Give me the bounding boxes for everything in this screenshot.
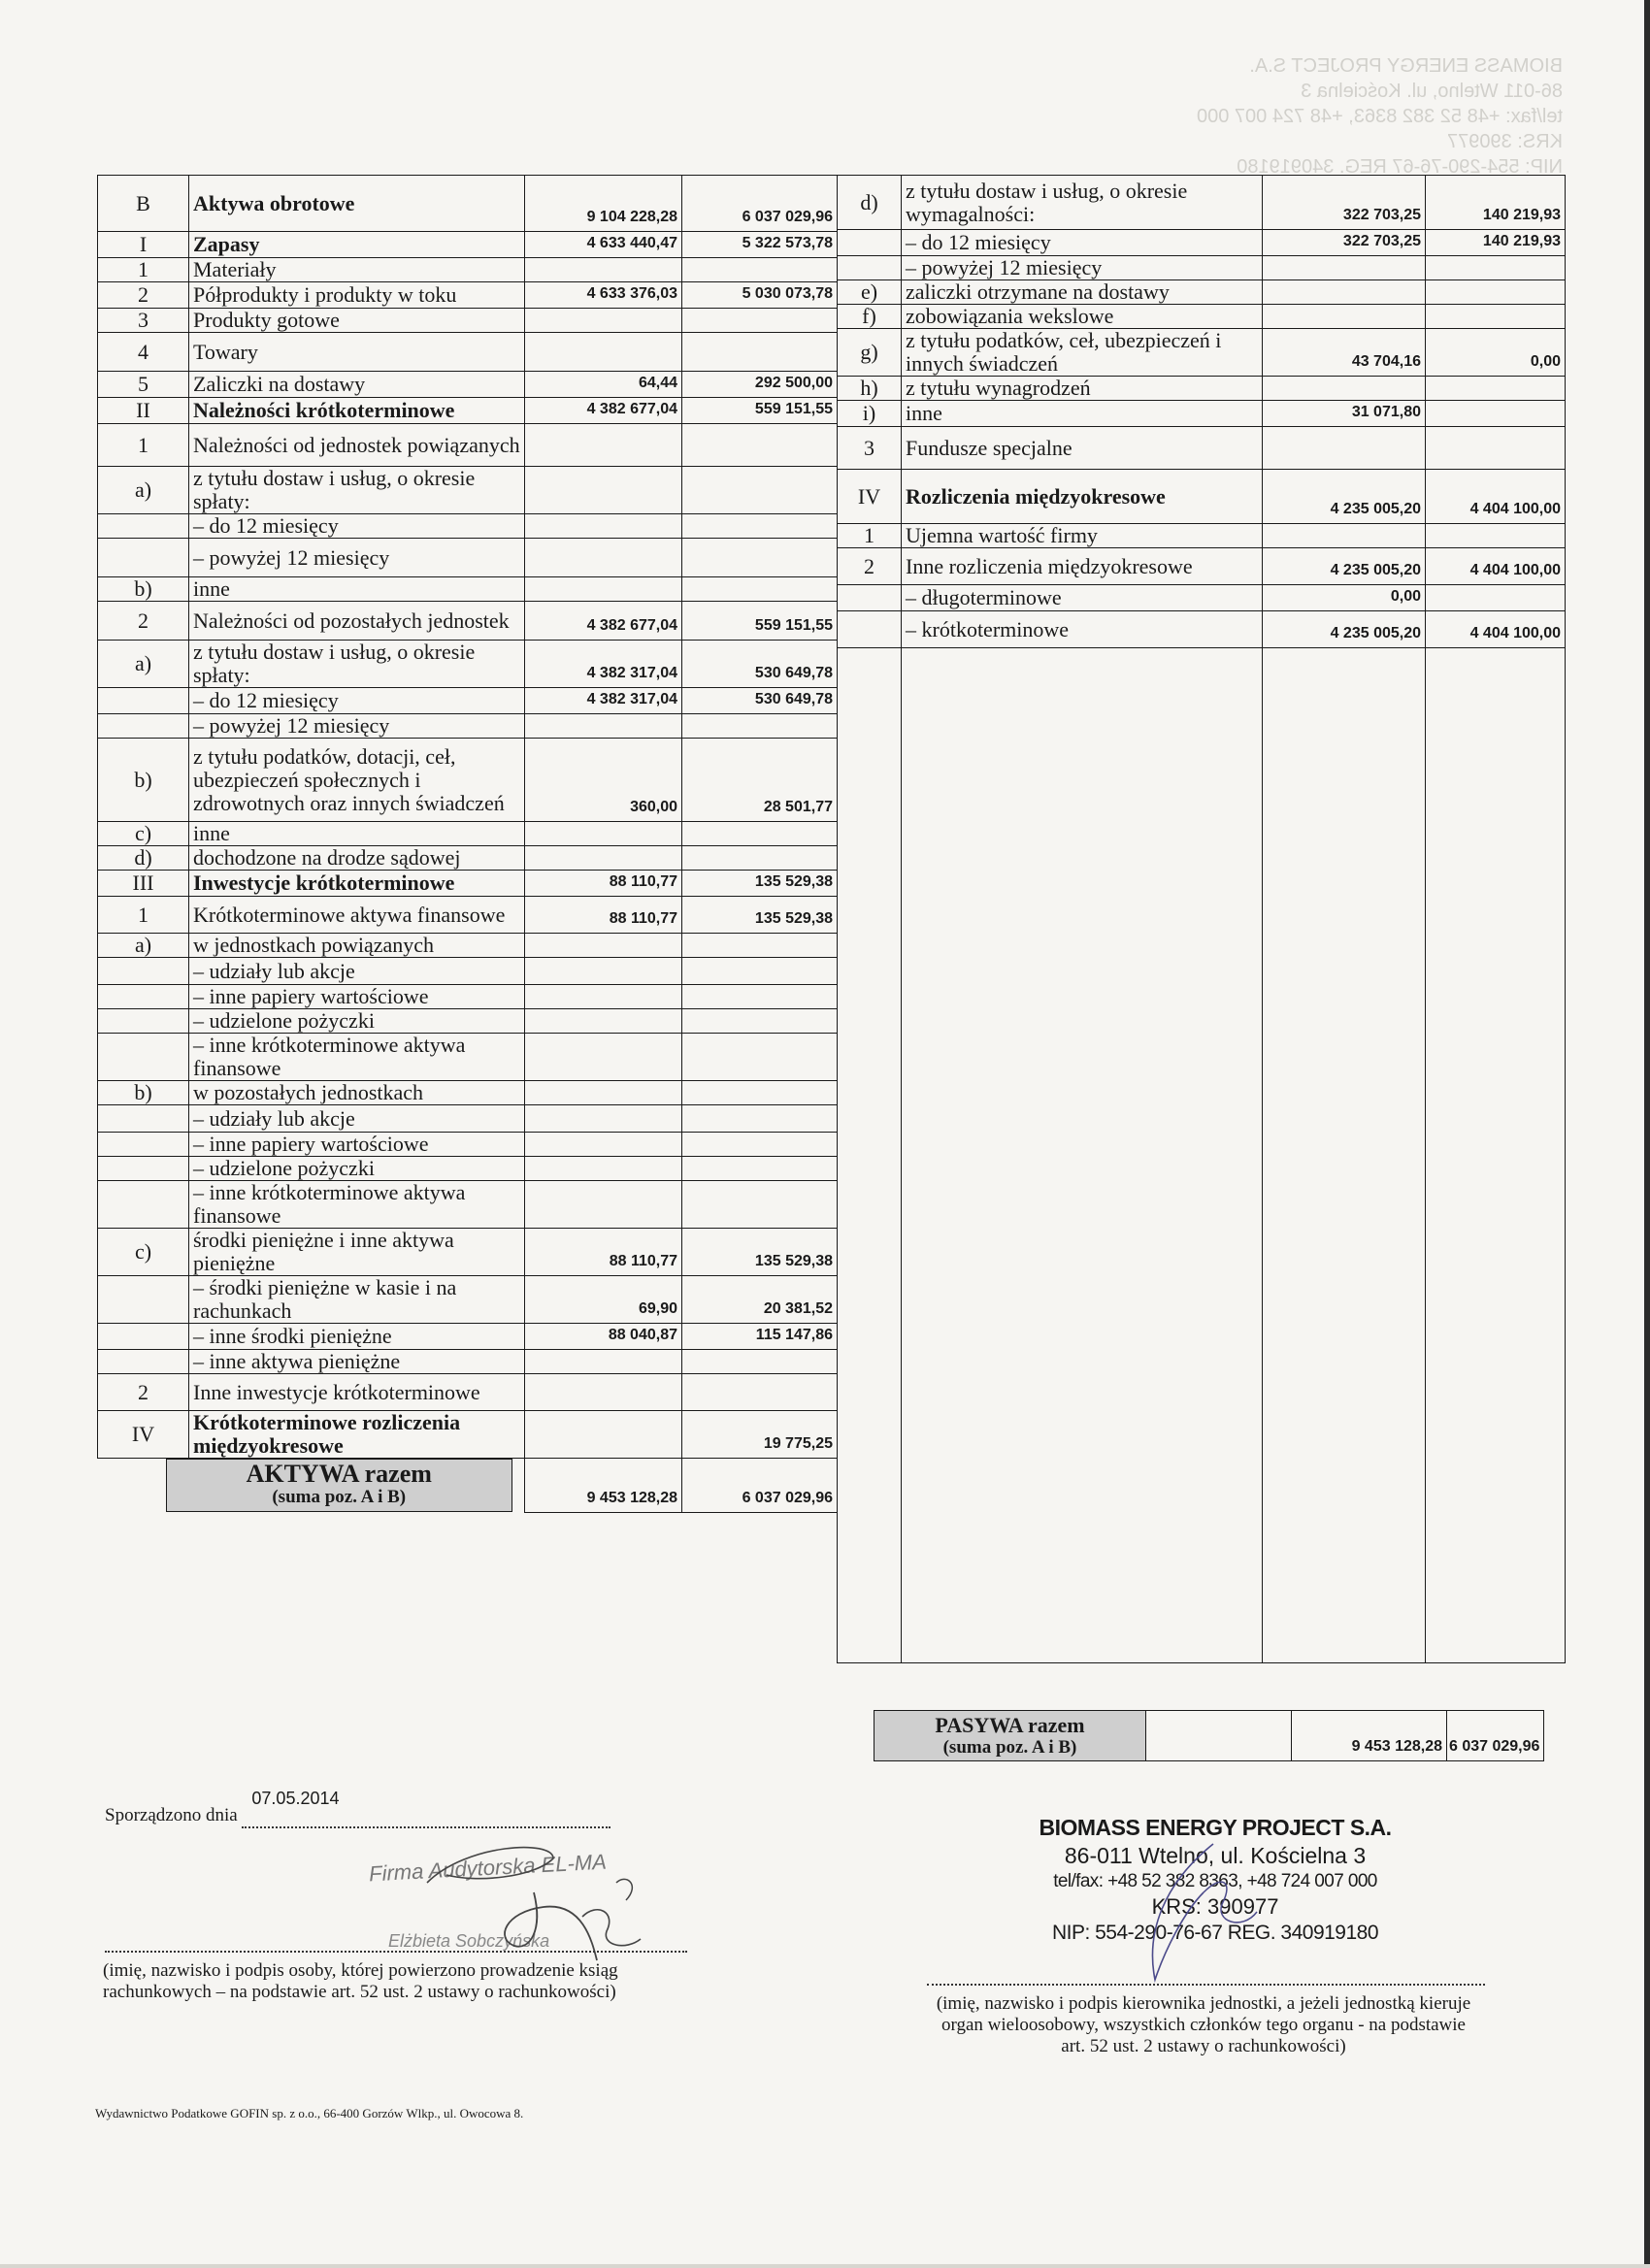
row-value-previous <box>682 309 838 333</box>
row-index: 1 <box>838 524 902 548</box>
assets-row <box>98 1157 838 1181</box>
manager-signature <box>1087 1824 1281 1999</box>
row-value-previous: 5 030 073,78 <box>682 282 838 309</box>
row-index <box>98 1133 189 1157</box>
liabilities-row <box>838 585 1566 611</box>
liabilities-filler <box>838 648 1566 1663</box>
row-index: 3 <box>98 309 189 333</box>
scan-edge <box>1644 0 1650 2268</box>
row-value-previous <box>682 577 838 602</box>
row-value-previous <box>682 1374 838 1411</box>
company-nip: NIP: 554-290-76-67 REG. 340919180 <box>1051 1922 1379 1944</box>
row-value-previous: 4 404 100,00 <box>1426 470 1566 524</box>
row-index <box>98 985 189 1009</box>
row-value-current: 4 235 005,20 <box>1263 470 1426 524</box>
assets-total-v2: 6 037 029,96 <box>682 1459 838 1513</box>
row-label: – do 12 miesięcy <box>189 688 525 714</box>
row-value-current <box>525 1034 682 1081</box>
assets-row <box>98 232 838 258</box>
row-value-current: 88 110,77 <box>525 1229 682 1276</box>
row-index: 2 <box>98 1374 189 1411</box>
row-value-previous: 135 529,38 <box>682 897 838 934</box>
liabilities-row <box>838 176 1566 230</box>
assets-row <box>98 1181 838 1229</box>
row-value-current <box>525 1133 682 1157</box>
row-value-previous: 6 037 029,96 <box>682 176 838 232</box>
row-label: Zaliczki na dostawy <box>189 372 525 398</box>
row-value-previous: 20 381,52 <box>682 1276 838 1324</box>
row-index <box>98 1276 189 1324</box>
assets-row <box>98 1034 838 1081</box>
row-index: 3 <box>838 427 902 470</box>
accountant-signature-line <box>105 1949 687 1953</box>
assets-row <box>98 739 838 822</box>
row-index: d) <box>838 176 902 230</box>
row-label: – inne krótkoterminowe aktywa finansowe <box>189 1034 525 1081</box>
row-value-current: 4 382 677,04 <box>525 602 682 641</box>
assets-row <box>98 176 838 232</box>
row-value-current <box>525 1350 682 1374</box>
row-value-current <box>1263 524 1426 548</box>
row-label: z tytułu wynagrodzeń <box>902 377 1263 401</box>
liabilities-total-sub: (suma poz. A i B) <box>942 1736 1077 1758</box>
row-value-previous <box>1426 305 1566 329</box>
row-value-previous <box>682 714 838 739</box>
row-value-current: 88 110,77 <box>525 897 682 934</box>
row-value-previous <box>1426 401 1566 427</box>
row-value-previous: 115 147,86 <box>682 1324 838 1350</box>
row-label: Produkty gotowe <box>189 309 525 333</box>
row-index <box>98 1157 189 1181</box>
row-index: b) <box>98 739 189 822</box>
row-label: Ujemna wartość firmy <box>902 524 1263 548</box>
row-label: z tytułu podatków, dotacji, ceł, ubezpieczeń społecznych i zdrowotnych oraz innych świadczeń <box>189 739 525 822</box>
row-label: – krótkoterminowe <box>902 611 1263 648</box>
row-value-previous: 530 649,78 <box>682 688 838 714</box>
row-value-current: 4 235 005,20 <box>1263 548 1426 585</box>
row-index <box>838 611 902 648</box>
row-label: inne <box>189 577 525 602</box>
row-index: a) <box>98 641 189 688</box>
assets-row <box>98 934 838 958</box>
assets-row <box>98 1324 838 1350</box>
assets-row <box>98 958 838 985</box>
row-index: b) <box>98 1081 189 1105</box>
assets-row <box>98 398 838 424</box>
row-label: – udziały lub akcje <box>189 958 525 985</box>
row-label: dochodzone na drodze sądowej <box>189 846 525 871</box>
row-label: Rozliczenia międzyokresowe <box>902 470 1263 524</box>
row-index <box>98 514 189 539</box>
row-value-current <box>525 1181 682 1229</box>
row-label: Materiały <box>189 258 525 282</box>
row-label: – udzielone pożyczki <box>189 1157 525 1181</box>
assets-row <box>98 577 838 602</box>
row-value-previous <box>1426 377 1566 401</box>
row-value-current <box>525 539 682 577</box>
row-value-previous <box>1426 280 1566 305</box>
row-value-current <box>525 1105 682 1133</box>
row-value-previous <box>1426 585 1566 611</box>
company-address: 86-011 Wtelno, ul. Kościelna 3 <box>1064 1843 1367 1868</box>
row-value-current <box>525 985 682 1009</box>
liabilities-total-v2: 6 037 029,96 <box>1447 1711 1544 1761</box>
row-value-current <box>525 822 682 846</box>
row-value-current: 9 104 228,28 <box>525 176 682 232</box>
row-value-current <box>525 258 682 282</box>
assets-row <box>98 688 838 714</box>
assets-row <box>98 1411 838 1459</box>
liabilities-row <box>838 524 1566 548</box>
row-value-current: 4 382 317,04 <box>525 641 682 688</box>
page-edge <box>0 2264 1650 2268</box>
auditor-stamp-firm: Firma Audytorska EL-MA <box>368 1849 608 1887</box>
row-index: f) <box>838 305 902 329</box>
row-index: 1 <box>98 258 189 282</box>
liabilities-row <box>838 377 1566 401</box>
assets-row <box>98 539 838 577</box>
assets-total-label: AKTYWA razem (suma poz. A i B) <box>166 1459 513 1512</box>
row-value-previous <box>1426 256 1566 280</box>
assets-row <box>98 897 838 934</box>
row-value-current <box>1263 280 1426 305</box>
row-value-current <box>1263 377 1426 401</box>
company-krs: KRS: 390977 <box>1151 1894 1279 1919</box>
row-value-previous <box>682 424 838 467</box>
row-value-current: 4 633 440,47 <box>525 232 682 258</box>
row-label: Towary <box>189 333 525 372</box>
row-label: z tytułu dostaw i usług, o okresie spłaty: <box>189 467 525 514</box>
row-value-previous: 4 404 100,00 <box>1426 548 1566 585</box>
row-index: IV <box>838 470 902 524</box>
liabilities-total-v1: 9 453 128,28 <box>1292 1711 1447 1761</box>
row-value-previous <box>682 1181 838 1229</box>
row-label: zaliczki otrzymane na dostawy <box>902 280 1263 305</box>
filler-cell <box>902 648 1263 1663</box>
row-value-previous <box>682 1105 838 1133</box>
assets-total-v1: 9 453 128,28 <box>525 1459 682 1513</box>
row-index <box>98 1105 189 1133</box>
row-value-current: 322 703,25 <box>1263 176 1426 230</box>
company-name: BIOMASS ENERGY PROJECT S.A. <box>1039 1815 1392 1840</box>
row-value-previous: 559 151,55 <box>682 602 838 641</box>
assets-row <box>98 258 838 282</box>
row-value-previous <box>682 1009 838 1034</box>
row-value-previous <box>682 467 838 514</box>
row-index: 2 <box>838 548 902 585</box>
row-value-current <box>525 309 682 333</box>
prepared-date: 07.05.2014 <box>251 1789 340 1808</box>
row-label: – inne aktywa pieniężne <box>189 1350 525 1374</box>
row-label: – inne papiery wartościowe <box>189 1133 525 1157</box>
row-value-previous <box>682 1081 838 1105</box>
row-label: – inne środki pieniężne <box>189 1324 525 1350</box>
row-label: Krótkoterminowe aktywa finansowe <box>189 897 525 934</box>
assets-row <box>98 1009 838 1034</box>
row-value-current <box>525 1009 682 1034</box>
row-label: inne <box>189 822 525 846</box>
row-label: – powyżej 12 miesięcy <box>189 539 525 577</box>
row-value-previous: 140 219,93 <box>1426 176 1566 230</box>
assets-row <box>98 333 838 372</box>
row-index: IV <box>98 1411 189 1459</box>
liabilities-row <box>838 305 1566 329</box>
prepared-label: Sporządzono dnia <box>105 1805 238 1825</box>
row-value-previous: 292 500,00 <box>682 372 838 398</box>
assets-row <box>98 282 838 309</box>
row-value-previous: 19 775,25 <box>682 1411 838 1459</box>
row-value-previous <box>682 1034 838 1081</box>
row-label: Należności krótkoterminowe <box>189 398 525 424</box>
row-value-current <box>525 846 682 871</box>
row-index: 2 <box>98 282 189 309</box>
row-value-previous <box>682 822 838 846</box>
accountant-caption: (imię, nazwisko i podpis osoby, której powierzono prowadzenie ksiąg rachunkowych – na podstawie art. 52 ust. 2 ustawy o rachunkowości) <box>103 1960 618 2002</box>
row-index: a) <box>98 934 189 958</box>
assets-row <box>98 309 838 333</box>
row-label: Inne inwestycje krótkoterminowe <box>189 1374 525 1411</box>
row-label: z tytułu dostaw i usług, o okresie wymagalności: <box>902 176 1263 230</box>
row-value-current: 4 235 005,20 <box>1263 611 1426 648</box>
row-label: inne <box>902 401 1263 427</box>
row-value-previous <box>682 934 838 958</box>
row-value-previous <box>682 1133 838 1157</box>
row-value-previous: 530 649,78 <box>682 641 838 688</box>
row-index: c) <box>98 822 189 846</box>
row-value-previous: 5 322 573,78 <box>682 232 838 258</box>
liabilities-row <box>838 280 1566 305</box>
row-label: – inne papiery wartościowe <box>189 985 525 1009</box>
row-index: I <box>98 232 189 258</box>
row-label: – inne krótkoterminowe aktywa finansowe <box>189 1181 525 1229</box>
row-index: II <box>98 398 189 424</box>
row-index: a) <box>98 467 189 514</box>
row-index: 2 <box>98 602 189 641</box>
row-value-current <box>525 714 682 739</box>
row-value-current: 64,44 <box>525 372 682 398</box>
row-label: – udziały lub akcje <box>189 1105 525 1133</box>
row-label: Zapasy <box>189 232 525 258</box>
row-value-current: 4 382 677,04 <box>525 398 682 424</box>
liabilities-total-label: PASYWA razem (suma poz. A i B) <box>874 1711 1146 1761</box>
row-value-current: 43 704,16 <box>1263 329 1426 377</box>
row-value-current <box>525 934 682 958</box>
row-index: 4 <box>98 333 189 372</box>
row-index: 1 <box>98 424 189 467</box>
row-index: h) <box>838 377 902 401</box>
row-value-current: 88 040,87 <box>525 1324 682 1350</box>
liabilities-row <box>838 611 1566 648</box>
assets-row <box>98 846 838 871</box>
row-value-current: 360,00 <box>525 739 682 822</box>
row-label: Krótkoterminowe rozliczenia międzyokresowe <box>189 1411 525 1459</box>
row-label: Należności od jednostek powiązanych <box>189 424 525 467</box>
row-value-previous <box>682 514 838 539</box>
row-value-previous: 28 501,77 <box>682 739 838 822</box>
assets-row <box>98 985 838 1009</box>
assets-row <box>98 1081 838 1105</box>
publisher-note: Wydawnictwo Podatkowe GOFIN sp. z o.o., 66-400 Gorzów Wlkp., ul. Owocowa 8. <box>95 2106 524 2120</box>
row-value-current: 69,90 <box>525 1276 682 1324</box>
row-value-previous <box>682 539 838 577</box>
row-index <box>98 958 189 985</box>
row-value-current <box>525 424 682 467</box>
row-value-previous <box>1426 524 1566 548</box>
row-index: c) <box>98 1229 189 1276</box>
assets-row <box>98 1229 838 1276</box>
assets-row <box>98 1105 838 1133</box>
row-index <box>98 1324 189 1350</box>
row-index: 1 <box>98 897 189 934</box>
row-value-current: 4 633 376,03 <box>525 282 682 309</box>
row-index <box>838 230 902 256</box>
row-index <box>98 1181 189 1229</box>
row-label: – powyżej 12 miesięcy <box>902 256 1263 280</box>
row-label: w jednostkach powiązanych <box>189 934 525 958</box>
liabilities-row <box>838 470 1566 524</box>
row-value-current <box>1263 256 1426 280</box>
row-label: – środki pieniężne w kasie i na rachunkach <box>189 1276 525 1324</box>
row-value-previous: 140 219,93 <box>1426 230 1566 256</box>
liabilities-row <box>838 401 1566 427</box>
row-value-current <box>525 1374 682 1411</box>
row-index: g) <box>838 329 902 377</box>
row-index <box>98 539 189 577</box>
row-value-previous <box>682 1157 838 1181</box>
row-value-previous: 135 529,38 <box>682 871 838 897</box>
liabilities-total <box>874 1710 1544 1761</box>
row-value-current: 31 071,80 <box>1263 401 1426 427</box>
row-label: środki pieniężne i inne aktywa pieniężne <box>189 1229 525 1276</box>
row-value-previous: 0,00 <box>1426 329 1566 377</box>
row-value-previous <box>682 846 838 871</box>
assets-row <box>98 1276 838 1324</box>
assets-row <box>98 822 838 846</box>
filler-cell <box>838 648 902 1663</box>
row-value-current: 0,00 <box>1263 585 1426 611</box>
filler-cell <box>1263 648 1426 1663</box>
row-value-previous <box>682 258 838 282</box>
row-value-previous <box>682 1350 838 1374</box>
row-label: w pozostałych jednostkach <box>189 1081 525 1105</box>
manager-caption: (imię, nazwisko i podpis kierownika jednostki, a jeżeli jednostką kieruje organ wieloosobowy, wszystkich członków tego organu - na podstawie art. 52 ust. 2 ustawy o rachunkowości) <box>936 1993 1471 2056</box>
row-label: – do 12 miesięcy <box>189 514 525 539</box>
row-value-previous: 559 151,55 <box>682 398 838 424</box>
row-value-previous <box>682 333 838 372</box>
row-label: z tytułu dostaw i usług, o okresie spłaty: <box>189 641 525 688</box>
liabilities-table <box>837 175 1566 1663</box>
assets-row <box>98 1133 838 1157</box>
liabilities-row <box>838 256 1566 280</box>
auditor-stamp-name: Elżbieta Sobczyńska <box>388 1931 550 1951</box>
row-index <box>98 1009 189 1034</box>
row-index: III <box>98 871 189 897</box>
row-index: b) <box>98 577 189 602</box>
row-index: B <box>98 176 189 232</box>
row-label: Inne rozliczenia międzyokresowe <box>902 548 1263 585</box>
row-value-current <box>525 958 682 985</box>
row-label: zobowiązania wekslowe <box>902 305 1263 329</box>
row-index: e) <box>838 280 902 305</box>
row-index: i) <box>838 401 902 427</box>
assets-row <box>98 372 838 398</box>
row-value-current: 88 110,77 <box>525 871 682 897</box>
row-index <box>838 585 902 611</box>
row-value-current <box>525 1157 682 1181</box>
row-value-previous <box>682 958 838 985</box>
assets-row <box>98 871 838 897</box>
row-label: – długoterminowe <box>902 585 1263 611</box>
row-index: 5 <box>98 372 189 398</box>
assets-row <box>98 714 838 739</box>
row-value-current <box>525 467 682 514</box>
manager-signature-line <box>927 1982 1485 1986</box>
row-value-current <box>525 333 682 372</box>
row-value-current: 322 703,25 <box>1263 230 1426 256</box>
row-value-previous: 135 529,38 <box>682 1229 838 1276</box>
row-label: Aktywa obrotowe <box>189 176 525 232</box>
row-value-current <box>525 514 682 539</box>
row-value-previous: 4 404 100,00 <box>1426 611 1566 648</box>
row-value-current <box>525 1081 682 1105</box>
row-label: Należności od pozostałych jednostek <box>189 602 525 641</box>
assets-row <box>98 424 838 467</box>
liabilities-row <box>838 329 1566 377</box>
row-label: – do 12 miesięcy <box>902 230 1263 256</box>
assets-row <box>98 602 838 641</box>
row-value-current <box>1263 427 1426 470</box>
bleed-through-stamp: BIOMASS ENERGY PROJECT S.A. 86-011 Wtelno, ul. Kościelna 3 tel/fax: +48 52 382 8363, +48 724 007 000 KRS: 390977 NIP: 554-290-76-67 REG. 340919180 <box>1197 55 1563 178</box>
row-label: Inwestycje krótkoterminowe <box>189 871 525 897</box>
liabilities-row <box>838 230 1566 256</box>
assets-total-sub: (suma poz. A i B) <box>272 1487 407 1507</box>
row-value-current <box>525 577 682 602</box>
assets-table <box>97 175 838 1513</box>
assets-row <box>98 641 838 688</box>
assets-row <box>98 1374 838 1411</box>
assets-row <box>98 1350 838 1374</box>
row-value-previous <box>1426 427 1566 470</box>
liabilities-row <box>838 548 1566 585</box>
row-label: – powyżej 12 miesięcy <box>189 714 525 739</box>
row-value-current <box>1263 305 1426 329</box>
assets-row <box>98 514 838 539</box>
filler-cell <box>1426 648 1566 1663</box>
row-value-current <box>525 1411 682 1459</box>
row-value-previous <box>682 985 838 1009</box>
row-label: z tytułu podatków, ceł, ubezpieczeń i innych świadczeń <box>902 329 1263 377</box>
assets-row <box>98 467 838 514</box>
assets-total-row <box>98 1459 838 1513</box>
row-label: Półprodukty i produkty w toku <box>189 282 525 309</box>
row-index <box>98 1350 189 1374</box>
row-index <box>838 256 902 280</box>
row-index <box>98 688 189 714</box>
row-index <box>98 1034 189 1081</box>
row-label: – udzielone pożyczki <box>189 1009 525 1034</box>
row-label: Fundusze specjalne <box>902 427 1263 470</box>
company-phone: tel/fax: +48 52 382 8363, +48 724 007 000 <box>1053 1871 1377 1891</box>
row-value-current: 4 382 317,04 <box>525 688 682 714</box>
liabilities-row <box>838 427 1566 470</box>
row-index: d) <box>98 846 189 871</box>
row-index <box>98 714 189 739</box>
